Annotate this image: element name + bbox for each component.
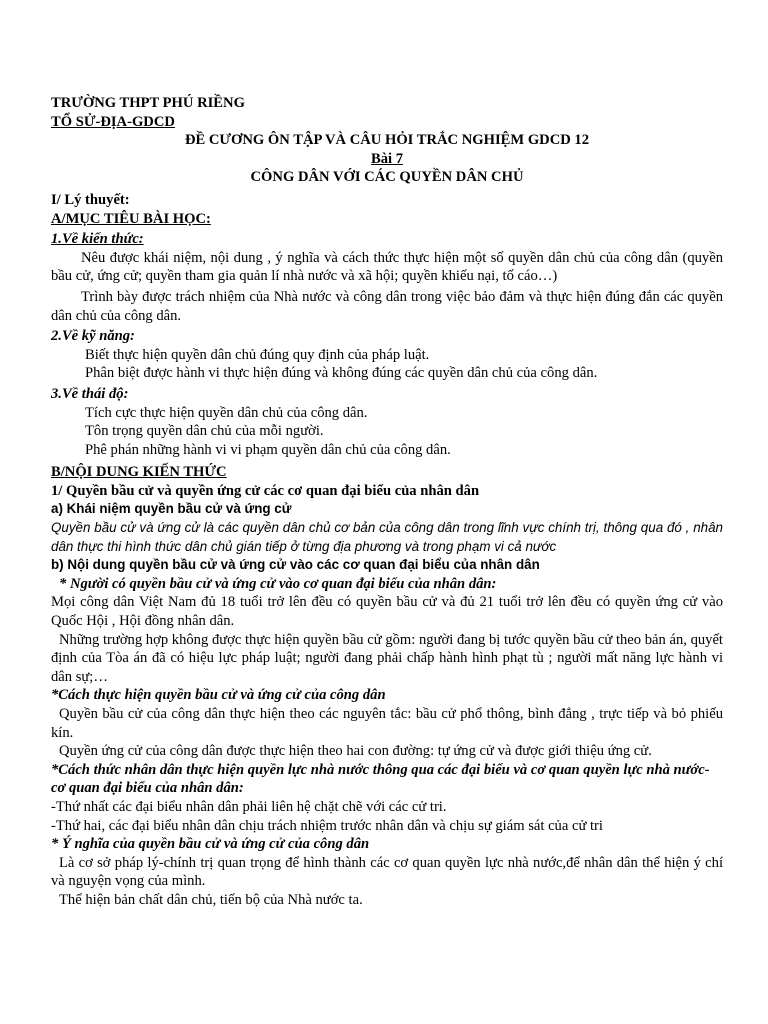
department-name: TỔ SỬ-ĐỊA-GDCD bbox=[51, 113, 175, 130]
state-power-point-2: -Thứ hai, các đại biểu nhân dân chịu trách nhiệm trước nhân dân và chịu sự giám sát của cử tri bbox=[51, 817, 603, 834]
knowledge-paragraph-1: Nêu được khái niệm, nội dung , ý nghĩa và cách thức thực hiện một số quyền dân chủ của công dân (quyền bầu cử, ứng cử; quyền tham gia quản lí nhà nước và xã hội; quyền khiếu nại, tố cáo…) bbox=[51, 249, 723, 285]
content-heading: B/NỘI DUNG KIẾN THỨC bbox=[51, 464, 227, 481]
definition-paragraph: Quyền bầu cử và ứng cử là các quyền dân chủ cơ bản của công dân trong lĩnh vực chính trị, thông qua đó , nhân dân thực thi hình thức dân chủ gián tiếp ở từng địa phương và trong phạm vi cả nước bbox=[51, 520, 723, 554]
document-body bbox=[51, 94, 723, 910]
knowledge-heading: 1.Về kiến thức: bbox=[51, 231, 144, 248]
section-1-heading: 1/ Quyền bầu cử và quyền ứng cử các cơ quan đại biểu của nhân dân bbox=[51, 482, 480, 499]
candidacy-paragraph: Quyền ứng cử của công dân được thực hiện theo hai con đường: tự ứng cử và được giới thiệu ứng cử. bbox=[59, 743, 652, 760]
significance-heading: * Ý nghĩa của quyền bầu cử và ứng cử của công dân bbox=[51, 836, 370, 853]
school-name: TRƯỜNG THPT PHÚ RIỀNG bbox=[51, 95, 245, 111]
objectives-heading: A/MỤC TIÊU BÀI HỌC: bbox=[51, 210, 211, 227]
knowledge-paragraph-2: Trình bày được trách nhiệm của Nhà nước và công dân trong việc bảo đảm và thực hiện đúng đắn các quyền dân chủ của công dân. bbox=[51, 288, 723, 324]
voting-principles-paragraph: Quyền bầu cử của công dân thực hiện theo các nguyên tắc: bầu cử phổ thông, bình đẳng , trực tiếp và bỏ phiếu kín. bbox=[51, 706, 723, 741]
eligibility-paragraph: Mọi công dân Việt Nam đủ 18 tuổi trở lên đều có quyền bầu cử và đủ 21 tuổi trở lên đều có quyền ứng cử vào Quốc Hội , Hội đồng nhân dân. bbox=[51, 594, 723, 630]
attitude-item: Tích cực thực hiện quyền dân chủ của công dân. bbox=[85, 404, 368, 421]
skills-item: Phân biệt được hành vi thực hiện đúng và không đúng các quyền dân chủ của công dân. bbox=[85, 365, 598, 382]
subsection-a-heading: a) Khái niệm quyền bầu cử và ứng cử bbox=[51, 501, 292, 517]
exclusions-paragraph: Những trường hợp không được thực hiện quyền bầu cử gồm: người đang bị tước quyền bầu cử theo bản án, quyết định của Tòa án đã có hiệu lực pháp luật; người đang phải chấp hành hình phạt tù ; người mất năng lực hành vi dân sự;… bbox=[51, 631, 723, 685]
skills-item: Biết thực hiện quyền dân chủ đúng quy định của pháp luật. bbox=[85, 346, 430, 363]
skills-heading: 2.Về kỹ năng: bbox=[51, 328, 135, 345]
state-power-point-1: -Thứ nhất các đại biểu nhân dân phải liên hệ chặt chẽ với các cử tri. bbox=[51, 798, 447, 815]
significance-paragraph-1: Là cơ sở pháp lý-chính trị quan trọng để hình thành các cơ quan quyền lực nhà nước,để nhân dân thể hiện ý chí và nguyện vọng của mình. bbox=[51, 854, 723, 890]
document-title: ĐỀ CƯƠNG ÔN TẬP VÀ CÂU HỎI TRẮC NGHIỆM GDCD 12 bbox=[184, 132, 590, 149]
significance-paragraph-2: Thể hiện bản chất dân chủ, tiến bộ của Nhà nước ta. bbox=[59, 891, 363, 908]
lesson-title: CÔNG DÂN VỚI CÁC QUYỀN DÂN CHỦ bbox=[250, 169, 524, 186]
attitude-item: Phê phán những hành vi vi phạm quyền dân chủ của công dân. bbox=[85, 441, 451, 458]
state-power-heading: *Cách thức nhân dân thực hiện quyền lực nhà nước thông qua các đại biểu và cơ quan quyền lực nhà nước- cơ quan đại biểu của nhân dân: bbox=[51, 761, 710, 797]
subsection-b-heading: b) Nội dung quyền bầu cử và ứng cử vào các cơ quan đại biểu của nhân dân bbox=[51, 557, 540, 573]
lesson-number: Bài 7 bbox=[370, 150, 404, 167]
method-heading: *Cách thực hiện quyền bầu cử và ứng cử của công dân bbox=[51, 687, 386, 704]
attitude-item: Tôn trọng quyền dân chủ của mỗi người. bbox=[85, 423, 324, 440]
theory-heading: I/ Lý thuyết: bbox=[51, 191, 130, 208]
attitude-heading: 3.Về thái độ: bbox=[51, 385, 129, 402]
eligibility-heading: * Người có quyền bầu cử và ứng cử vào cơ quan đại biểu của nhân dân: bbox=[59, 575, 497, 592]
